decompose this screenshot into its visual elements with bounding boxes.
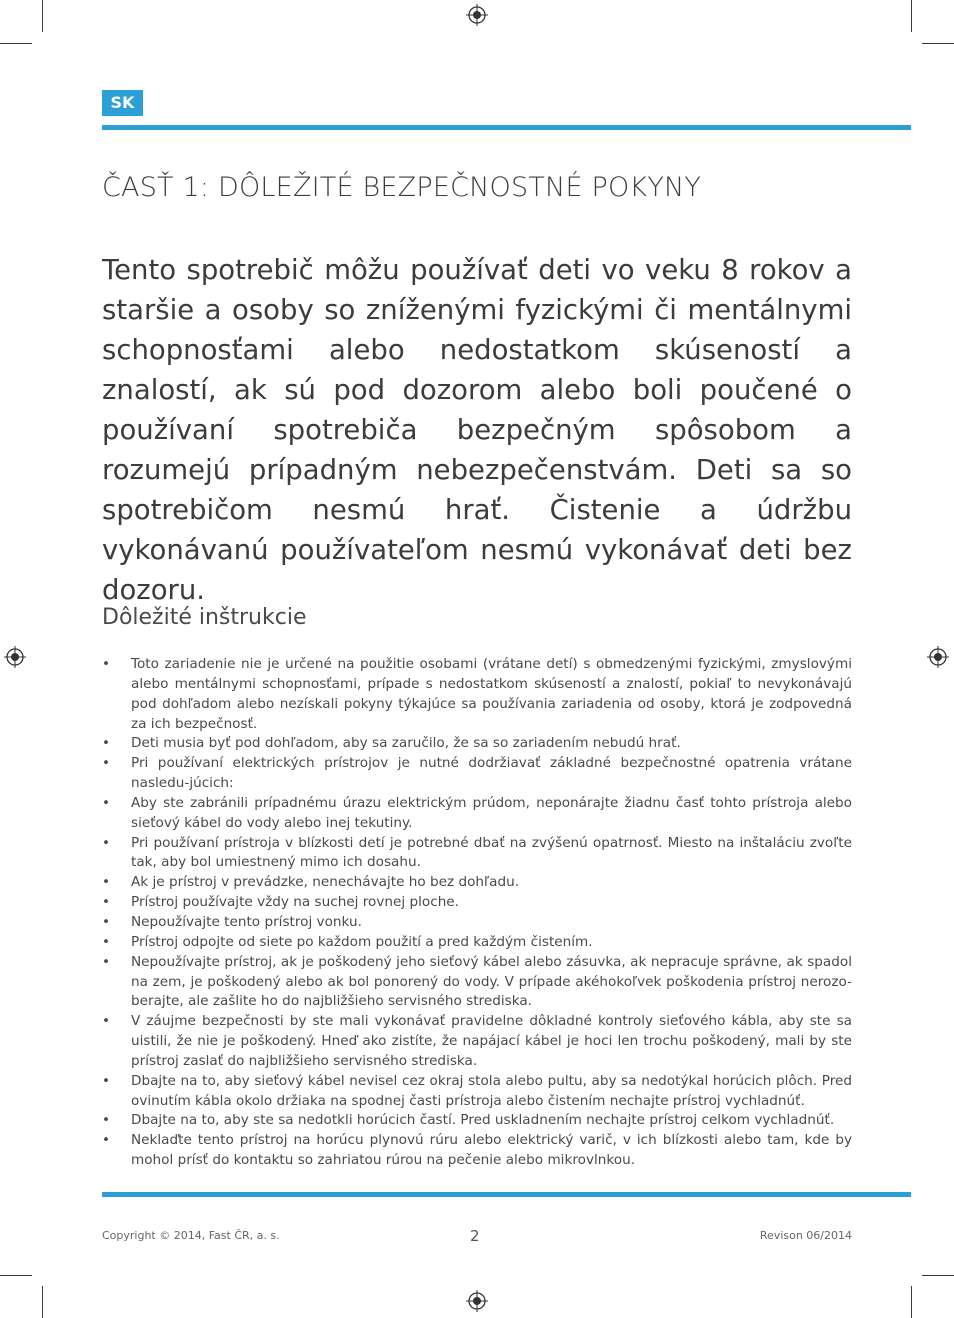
list-item <box>102 1111 852 1131</box>
bullet-symbol: • <box>102 1013 111 1030</box>
bullet-symbol: • <box>102 735 111 752</box>
list-item <box>102 933 852 953</box>
language-tag: SK <box>102 90 143 116</box>
list-item <box>102 655 852 734</box>
bullet-symbol: • <box>102 894 111 911</box>
subheading: Dôležité inštrukcie <box>102 605 307 630</box>
list-item <box>102 1072 852 1112</box>
crop-mark <box>42 0 43 32</box>
bullet-symbol: • <box>102 1132 111 1149</box>
list-item <box>102 893 852 913</box>
list-item-text: Dbajte na to, aby sieťový kábel nevisel cez okraj stola alebo pultu, aby sa nedotýkal horúcich plôch. Pred ovinutím kábla okolo držiaka na spodnej časti prístroja alebo čistením nechajte prístroj vychladnúť. <box>131 1072 852 1109</box>
registration-mark-icon <box>927 646 949 668</box>
list-item-text: Prístroj používajte vždy na suchej rovnej ploche. <box>131 894 459 911</box>
crop-mark <box>911 1286 912 1318</box>
list-item-text: Dbajte na to, aby ste sa nedotkli horúcich častí. Pred uskladnením nechajte prístroj celkom vychladnúť. <box>131 1112 835 1129</box>
list-item <box>102 754 852 794</box>
bullet-symbol: • <box>102 933 111 950</box>
list-item <box>102 873 852 893</box>
crop-mark <box>42 1286 43 1318</box>
bullet-symbol: • <box>102 913 111 930</box>
list-item-text: Ak je prístroj v prevádzke, nenechávajte ho bez dohľadu. <box>131 874 520 891</box>
list-item-text: Nepoužívajte prístroj, ak je poškodený jeho sieťový kábel alebo zásuvka, ak nepracuje správne, ak spadol na zem, je poškodený alebo ak bol ponorený do vody. V prípade akéhokoľvek poškodenia prístroj nerozo-berajte, ale zašlite ho do najbližšieho servisného strediska. <box>131 953 852 1010</box>
list-item <box>102 953 852 1013</box>
bullet-symbol: • <box>102 953 111 970</box>
list-item <box>102 834 852 874</box>
crop-mark <box>922 43 954 44</box>
bullet-symbol: • <box>102 794 111 811</box>
crop-mark <box>911 0 912 32</box>
section-title: ČASŤ 1: DÔLEŽITÉ BEZPEČNOSTNÉ POKYNY <box>102 172 702 203</box>
list-item-text: Pri používaní elektrických prístrojov je nutné dodržiavať základné bezpečnostné opatrenia vrátane nasledu-júcich: <box>131 755 852 792</box>
revision: Revison 06/2014 <box>759 1229 852 1242</box>
list-item-text: Deti musia byť pod dohľadom, aby sa zaručilo, že sa so zariadením nebudú hrať. <box>131 735 681 752</box>
bullet-symbol: • <box>102 834 111 851</box>
list-item-text: Pri používaní prístroja v blízkosti detí je potrebné dbať na zvýšenú opatrnosť. Miesto na inštaláciu zvoľte tak, aby bol umiestnený mimo ich dosahu. <box>131 834 852 871</box>
list-item <box>102 1131 852 1171</box>
list-item-text: Nepoužívajte tento prístroj vonku. <box>131 913 362 930</box>
copyright: Copyright © 2014, Fast ČR, a. s. <box>102 1229 280 1242</box>
bullet-symbol: • <box>102 1112 111 1129</box>
bullet-symbol: • <box>102 656 111 672</box>
list-item <box>102 734 852 754</box>
list-item <box>102 913 852 933</box>
registration-mark-icon <box>466 1290 488 1312</box>
footer-rule <box>102 1192 911 1197</box>
header-rule <box>102 125 911 130</box>
bullet-symbol: • <box>102 874 111 891</box>
list-item-text: Prístroj odpojte od siete po každom použití a pred každým čistením. <box>131 933 593 950</box>
intro-paragraph: Tento spotrebič môžu používať deti vo veku 8 rokov a staršie a osoby so zníženými fyzickými či mentálnymi schopnosťami alebo nedostatkom skúseností a znalostí, ak sú pod dozorom alebo boli poučené o používaní spotrebiča bezpečným spôsobom a rozumejú prípadným nebezpečenstvám. Deti sa so spotrebičom nesmú hrať. Čistenie a údržbu vykonávanú používateľom nesmú vykonávať deti bez dozoru. <box>102 254 852 606</box>
page-number: 2 <box>470 1227 480 1245</box>
list-item-text: Neklaďte tento prístroj na horúcu plynovú rúru alebo elektrický varič, v ich blízkosti alebo tam, kde by mohol prísť do kontaktu so zahriatou rúrou na pečenie alebo mikrovlnkou. <box>131 1132 852 1169</box>
registration-mark-icon <box>466 4 488 26</box>
crop-mark <box>922 1275 954 1276</box>
list-item-text: Aby ste zabránili prípadnému úrazu elektrickým prúdom, neponárajte žiadnu časť tohto prístroja alebo sieťový kábel do vody alebo inej tekutiny. <box>131 794 852 831</box>
bullet-symbol: • <box>102 1072 111 1089</box>
list-item-text: Toto zariadenie nie je určené na použitie osobami (vrátane detí) s obmedzenými fyzickými, zmyslovými alebo mentálnymi schopnosťami, prípade s nedostatkom skúseností a znalostí, pokiaľ to nevykonávajú pod dohľadom alebo nezískali pokyny týkajúce sa používania zariadenia od osoby, ktorá je zodpovedná za ich bezpečnosť. <box>131 656 852 732</box>
list-item <box>102 794 852 834</box>
list-item <box>102 1012 852 1072</box>
crop-mark <box>0 43 32 44</box>
instructions-list <box>102 655 852 1171</box>
registration-mark-icon <box>4 646 26 668</box>
bullet-symbol: • <box>102 755 111 772</box>
crop-mark <box>0 1275 32 1276</box>
list-item-text: V záujme bezpečnosti by ste mali vykonávať pravidelne dôkladné kontroly sieťového kábla, aby ste sa uistili, že nie je poškodený. Hneď ako zistíte, že napájací kábel je hoci len trochu poškodený, mali by ste prístroj zaslať do najbližšieho servisného strediska. <box>131 1013 852 1069</box>
